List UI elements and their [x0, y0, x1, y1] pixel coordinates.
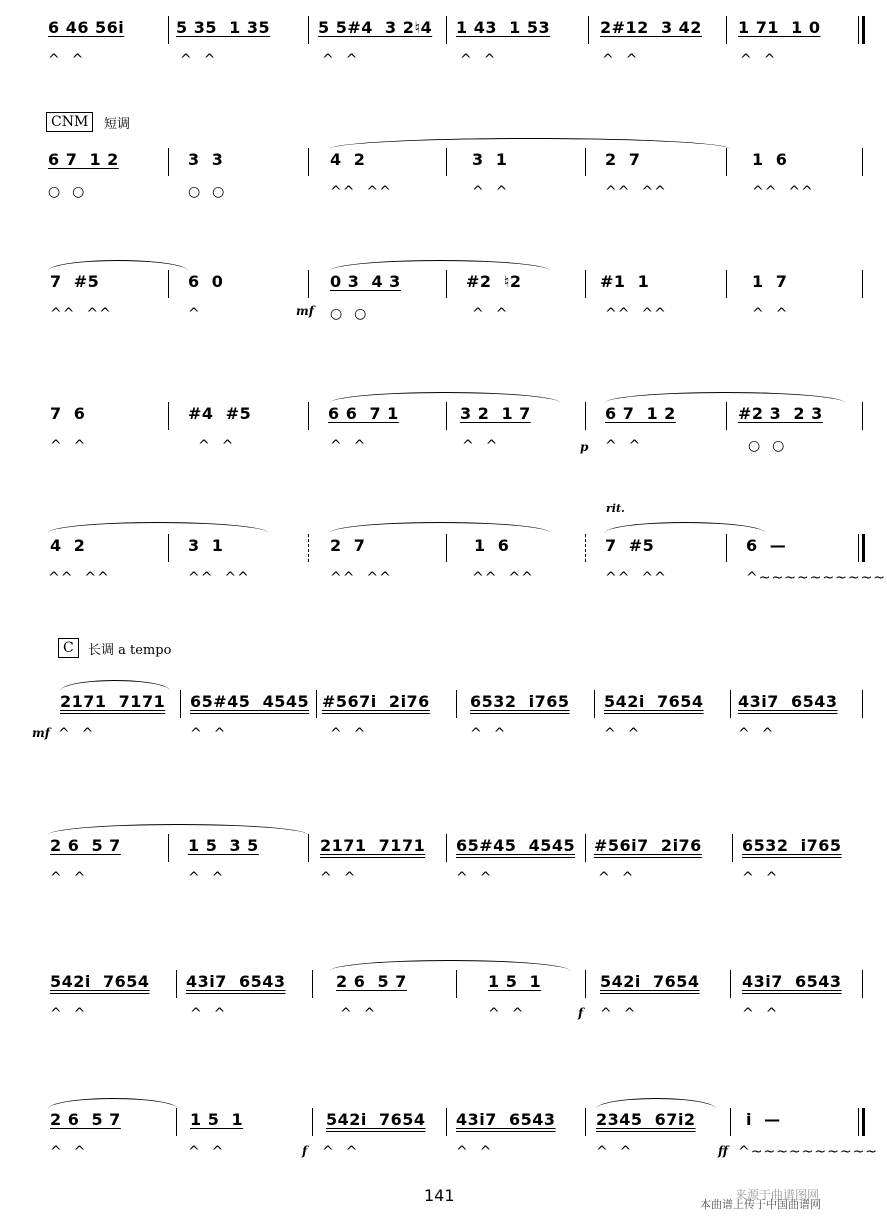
dynamic-f: f	[578, 1006, 584, 1020]
barline	[308, 148, 309, 176]
measure: 542i 7654	[604, 692, 704, 711]
measure: 1 5 1	[488, 972, 542, 991]
measure: 2 7	[330, 536, 366, 555]
section-box-cnm: CNM	[46, 112, 93, 132]
barline	[168, 270, 169, 298]
section-label-cnm: 短调	[104, 117, 131, 132]
articulation: ^ ^	[605, 438, 642, 454]
slur	[48, 1098, 178, 1109]
measure: 2345 67i2	[596, 1110, 696, 1129]
articulation: ○ ○	[748, 438, 786, 454]
articulation: ^ ^	[742, 870, 779, 886]
slur	[330, 260, 550, 271]
system-6	[0, 692, 887, 782]
measure: 7 #5	[605, 536, 655, 555]
measure: 43i7 6543	[456, 1110, 556, 1129]
marks-row	[0, 306, 887, 328]
system-2	[0, 150, 887, 240]
barline	[308, 834, 309, 862]
barline	[585, 970, 586, 998]
articulation: ^ ^	[460, 52, 497, 68]
slur	[330, 960, 570, 971]
slur	[605, 392, 845, 403]
slur	[330, 522, 550, 533]
barline	[312, 1108, 313, 1136]
measure: #56i7 2i76	[594, 836, 702, 855]
measure: #2 3 2 3	[738, 404, 823, 423]
notes-row	[0, 272, 887, 298]
notes-row	[0, 150, 887, 176]
final-barline-thick	[862, 1108, 865, 1136]
barline	[316, 690, 317, 718]
final-barline	[858, 1108, 859, 1136]
final-barline	[858, 534, 859, 562]
notes-row	[0, 836, 887, 862]
barline	[176, 970, 177, 998]
footer-text: 本曲谱上传于中国曲谱网	[700, 1198, 821, 1211]
barline	[446, 148, 447, 176]
articulation: ^ ^	[604, 726, 641, 742]
barline	[168, 402, 169, 430]
barline	[594, 690, 595, 718]
marks-row	[0, 52, 887, 74]
measure: 7 #5	[50, 272, 100, 291]
articulation: ^ ^	[456, 1144, 493, 1160]
articulation: ^ ^	[462, 438, 499, 454]
articulation: ^ ^	[50, 438, 87, 454]
notes-row	[0, 692, 887, 718]
measure: 3 3	[188, 150, 224, 169]
articulation: ^ ^	[320, 870, 357, 886]
slur	[605, 522, 765, 533]
measure: #2 ♮2	[466, 272, 522, 291]
measure: 65#45 4545	[190, 692, 310, 711]
barline	[732, 834, 733, 862]
measure: 1 6	[474, 536, 510, 555]
dynamic-ff: ff	[718, 1144, 728, 1158]
measure: 1 6	[752, 150, 788, 169]
notes-row	[0, 18, 887, 44]
articulation: ^ ^	[752, 306, 789, 322]
articulation: ^ ^	[188, 870, 225, 886]
articulation: ○ ○	[330, 306, 368, 322]
slur	[596, 1098, 716, 1109]
barline	[308, 270, 309, 298]
articulation: ^ ^	[470, 726, 507, 742]
measure: 2#12 3 42	[600, 18, 702, 37]
measure: 43i7 6543	[742, 972, 842, 991]
barline	[312, 970, 313, 998]
measure: 3 1	[188, 536, 224, 555]
barline	[446, 402, 447, 430]
barline	[308, 16, 309, 44]
marks-row	[0, 570, 887, 592]
marks-row	[0, 184, 887, 206]
slur	[48, 522, 268, 533]
notes-row	[0, 1110, 887, 1136]
barline	[168, 148, 169, 176]
measure: #567i 2i76	[322, 692, 430, 711]
system-5	[0, 536, 887, 626]
tempo-rit: rit.	[606, 502, 625, 515]
articulation: ^^ ^^	[605, 306, 667, 322]
measure: 4 2	[50, 536, 86, 555]
articulation: ^^ ^^	[605, 184, 667, 200]
articulation: ^ ^	[190, 1006, 227, 1022]
measure: 542i 7654	[600, 972, 700, 991]
articulation: ^ ^	[340, 1006, 377, 1022]
measure: 3 2 1 7	[460, 404, 531, 423]
articulation: ^ ^	[330, 438, 367, 454]
system-3	[0, 272, 887, 362]
barline	[862, 270, 863, 298]
barline	[726, 270, 727, 298]
page-number: 141	[424, 1186, 455, 1205]
watermark-text: 来源于曲谱图网	[735, 1188, 820, 1202]
articulation: ^^ ^^	[50, 306, 112, 322]
barline	[862, 690, 863, 718]
measure: 5 35 1 35	[176, 18, 271, 37]
measure: 1 43 1 53	[456, 18, 551, 37]
articulation: ^	[188, 306, 201, 322]
measure: 2171 7171	[320, 836, 426, 855]
barline	[456, 970, 457, 998]
articulation: ^ ^	[488, 1006, 525, 1022]
articulation: ^ ^	[58, 726, 95, 742]
measure: 6532 i765	[470, 692, 570, 711]
barline	[726, 16, 727, 44]
measure: 2 7	[605, 150, 641, 169]
barline	[726, 534, 727, 562]
measure: 6 46 56i	[48, 18, 125, 37]
articulation: ^ ^	[472, 306, 509, 322]
system-1	[0, 18, 887, 108]
marks-row	[0, 438, 887, 460]
barline	[446, 1108, 447, 1136]
articulation: ^ ^	[180, 52, 217, 68]
barline	[176, 1108, 177, 1136]
slur	[48, 260, 188, 271]
trill-articulation: ^~~~~~~~~~~	[746, 570, 887, 586]
articulation: ^ ^	[602, 52, 639, 68]
articulation: ^^ ^^	[188, 570, 250, 586]
marks-row	[0, 870, 887, 892]
articulation: ^^ ^^	[330, 570, 392, 586]
barline	[730, 1108, 731, 1136]
barline	[726, 148, 727, 176]
articulation: ^^ ^^	[48, 570, 110, 586]
slur	[330, 392, 560, 403]
measure: 0 3 4 3	[330, 272, 401, 291]
articulation: ^ ^	[742, 1006, 779, 1022]
articulation: ^ ^	[600, 1006, 637, 1022]
barline	[585, 148, 586, 176]
measure: 1 71 1 0	[738, 18, 821, 37]
barline	[456, 690, 457, 718]
measure: 7 6	[50, 404, 86, 423]
measure: 65#45 4545	[456, 836, 576, 855]
articulation: ^ ^	[190, 726, 227, 742]
articulation: ^^ ^^	[752, 184, 814, 200]
system-7	[0, 836, 887, 926]
final-barline-thick	[862, 534, 865, 562]
barline	[308, 534, 310, 562]
barline	[585, 270, 586, 298]
articulation: ^ ^	[50, 1006, 87, 1022]
articulation: ^ ^	[740, 52, 777, 68]
barline	[862, 970, 863, 998]
barline	[730, 690, 731, 718]
barline	[168, 534, 169, 562]
slur	[48, 824, 308, 835]
articulation: ^ ^	[322, 52, 359, 68]
trill-articulation: ^~~~~~~~~~~	[738, 1144, 879, 1160]
slur	[330, 138, 730, 149]
articulation: ^ ^	[330, 726, 367, 742]
articulation: ○ ○	[188, 184, 226, 200]
articulation: ^ ^	[596, 1144, 633, 1160]
articulation: ^ ^	[598, 870, 635, 886]
barline	[585, 402, 586, 430]
measure: 542i 7654	[50, 972, 150, 991]
measure: i —	[746, 1110, 781, 1129]
marks-row	[0, 1006, 887, 1028]
dynamic-p: p	[580, 440, 589, 454]
system-4	[0, 404, 887, 494]
final-barline	[858, 16, 859, 44]
measure: 542i 7654	[326, 1110, 426, 1129]
barline	[588, 16, 589, 44]
measure: 1 5 1	[190, 1110, 244, 1129]
final-barline-thick	[862, 16, 865, 44]
barline	[168, 834, 169, 862]
measure: 2 6 5 7	[50, 1110, 121, 1129]
notes-row	[0, 972, 887, 998]
measure: 2 6 5 7	[50, 836, 121, 855]
articulation: ^ ^	[456, 870, 493, 886]
measure: 6 0	[188, 272, 224, 291]
barline	[585, 534, 587, 562]
articulation: ^ ^	[50, 1144, 87, 1160]
measure: 1 5 3 5	[188, 836, 259, 855]
measure: 6532 i765	[742, 836, 842, 855]
measure: 2 6 5 7	[336, 972, 407, 991]
barline	[446, 16, 447, 44]
barline	[585, 1108, 586, 1136]
articulation: ^ ^	[50, 870, 87, 886]
marks-row	[0, 1144, 887, 1166]
measure: 6 7 1 2	[48, 150, 119, 169]
articulation: ^^ ^^	[605, 570, 667, 586]
articulation: ^ ^	[472, 184, 509, 200]
measure: #1 1	[600, 272, 650, 291]
dynamic-f: f	[302, 1144, 308, 1158]
section-box-c: C	[58, 638, 79, 658]
articulation: ○ ○	[48, 184, 86, 200]
slur	[60, 680, 170, 691]
barline	[168, 16, 169, 44]
barline	[585, 834, 586, 862]
measure: 3 1	[472, 150, 508, 169]
measure: 43i7 6543	[186, 972, 286, 991]
articulation: ^^ ^^	[472, 570, 534, 586]
barline	[180, 690, 181, 718]
measure: 6 7 1 2	[605, 404, 676, 423]
barline	[730, 970, 731, 998]
barline	[862, 402, 863, 430]
measure: 1 7	[752, 272, 788, 291]
articulation: ^ ^	[188, 1144, 225, 1160]
barline	[446, 534, 447, 562]
articulation: ^^ ^^	[330, 184, 392, 200]
measure: 6 —	[746, 536, 787, 555]
notes-row	[0, 404, 887, 430]
measure: 5 5#4 3 2♮4	[318, 18, 433, 37]
articulation: ^ ^	[322, 1144, 359, 1160]
dynamic-mf: mf	[32, 726, 50, 740]
barline	[446, 270, 447, 298]
barline	[446, 834, 447, 862]
measure: 4 2	[330, 150, 366, 169]
articulation: ^ ^	[198, 438, 235, 454]
notes-row	[0, 536, 887, 562]
measure: #4 #5	[188, 404, 252, 423]
dynamic-mf: mf	[296, 304, 314, 318]
system-8	[0, 972, 887, 1062]
barline	[308, 402, 309, 430]
measure: 43i7 6543	[738, 692, 838, 711]
articulation: ^ ^	[738, 726, 775, 742]
articulation: ^ ^	[48, 52, 85, 68]
measure: 2171 7171	[60, 692, 166, 711]
measure: 6 6 7 1	[328, 404, 399, 423]
barline	[862, 148, 863, 176]
barline	[726, 402, 727, 430]
section-label-c: 长调 a tempo	[88, 643, 172, 658]
marks-row	[0, 726, 887, 748]
